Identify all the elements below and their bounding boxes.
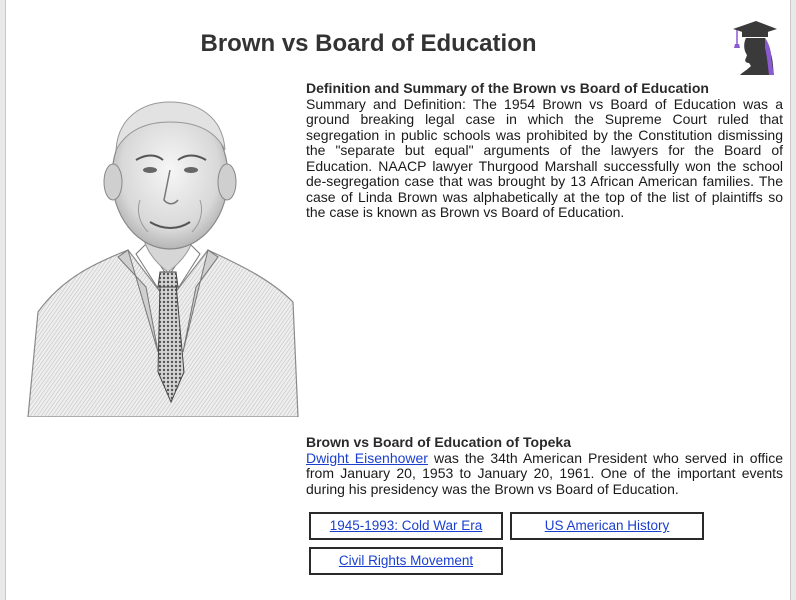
cold-war-era-button[interactable]: 1945-1993: Cold War Era (309, 512, 503, 540)
definition-section (306, 81, 783, 221)
topeka-section (306, 435, 783, 497)
dwight-eisenhower-link[interactable]: Dwight Eisenhower (306, 449, 428, 466)
civil-rights-movement-button[interactable]: Civil Rights Movement (309, 547, 503, 575)
topeka-paragraph (306, 451, 783, 498)
definition-paragraph: Summary and Definition: The 1954 Brown vs Board of Education was a ground breaking legal case in which the Supreme Court ruled that segregation in public schools was prohibited by the Constitution dismissing the "separate but equal" arguments of the lawyers for the Board of Education. NAACP lawyer Thurgood Marshall successfully won the school de-segregation case that was brought by 13 African American families. The case of Linda Brown was alphabetically at the top of the list of plaintiffs so the case is known as Brown vs Board of Education. (306, 95, 783, 220)
president-portrait (18, 72, 310, 417)
page-title: Brown vs Board of Education (200, 30, 537, 57)
topeka-heading: Brown vs Board of Education of Topeka (306, 434, 571, 450)
us-american-history-button[interactable]: US American History (510, 512, 704, 540)
topeka-paragraph-text: was the 34th American President who served in office from January 20, 1953 to January 20, 1961. One of the important events during his presidency was the Brown vs Board of Education. (306, 449, 783, 497)
definition-heading: Definition and Summary of the Brown vs Board of Education (306, 80, 709, 96)
page-container (5, 0, 791, 600)
graduate-silhouette-icon (729, 18, 779, 76)
